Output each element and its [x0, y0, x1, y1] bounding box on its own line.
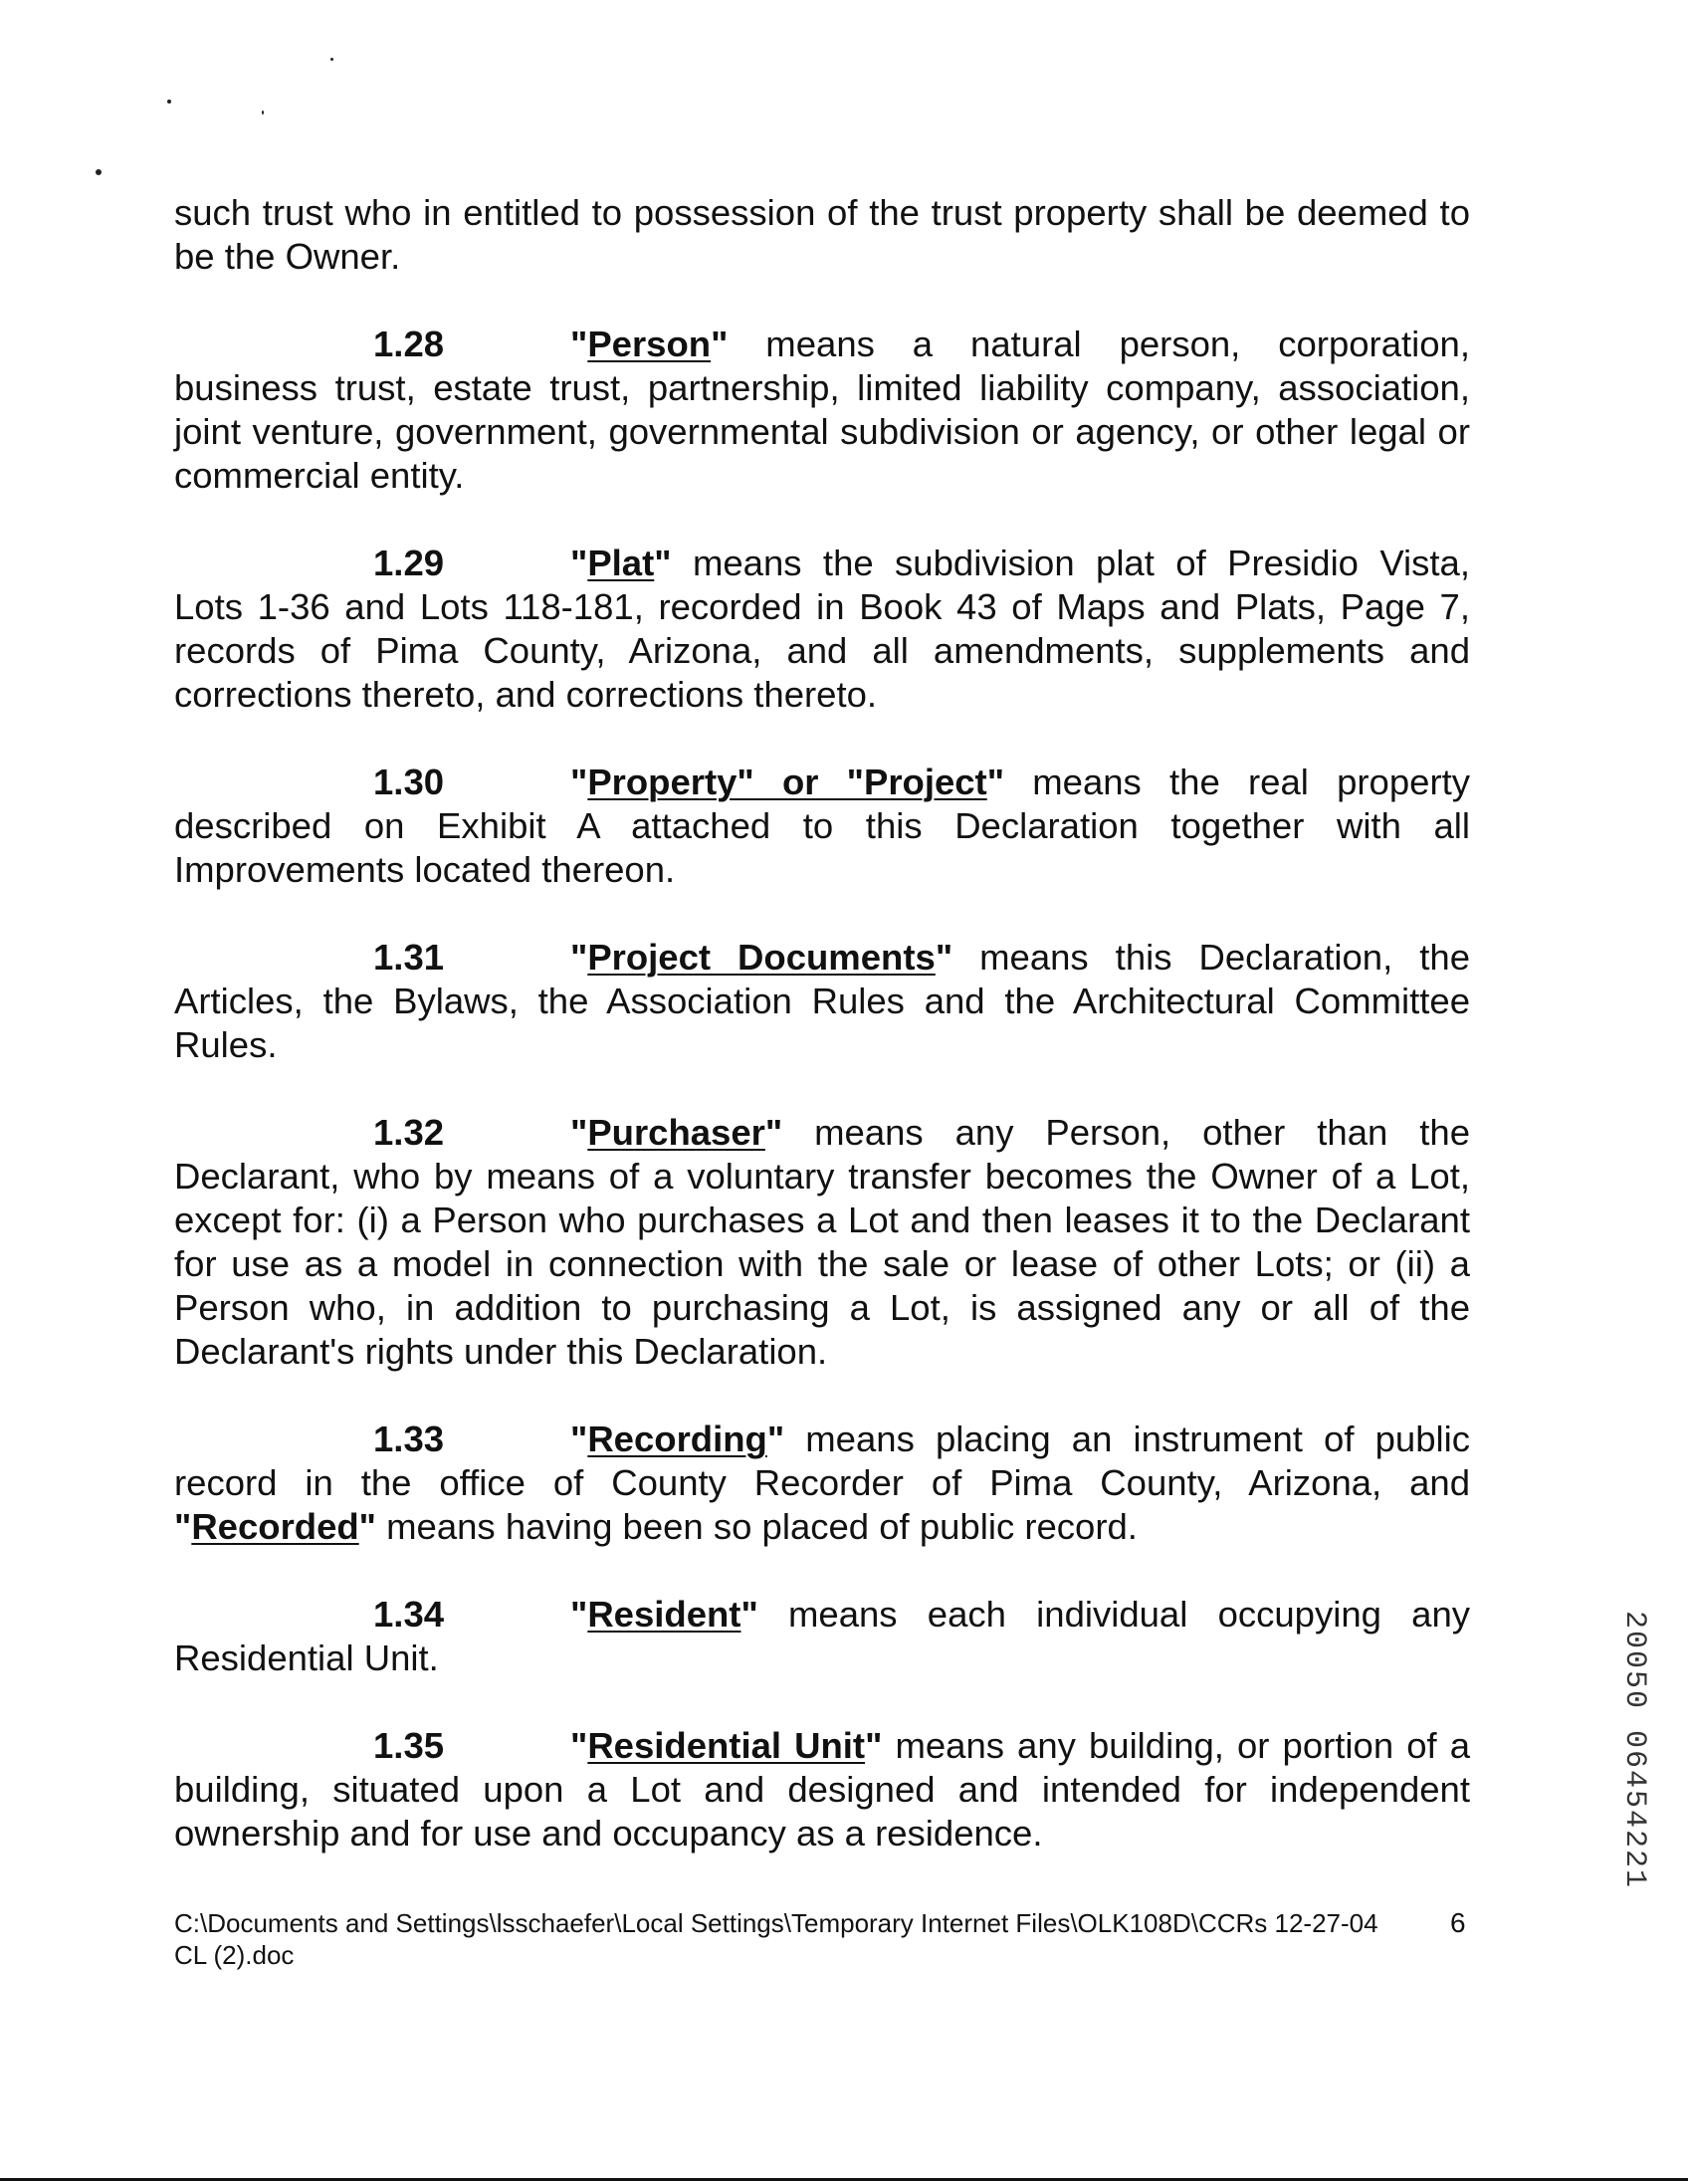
- definition-1-32: 1.32 "Purchaser" means any Person, other than the Declarant, who by means of a voluntary transfer becomes the Owner of a Lot, except for: (i) a Person who purchases a Lot and then leases it to the Declarant for use as a model in connection with the sale or lease of other Lots; or (ii) a Person who, in addition to purchasing a Lot, is assigned any or all of the Declarant's rights under this Declaration.: [174, 1112, 1470, 1372]
- definition-text: means placing an instrument of public record in the office of County Recorder of Pima County, Arizona, and: [174, 1419, 1470, 1503]
- intro-text: such trust who in entitled to possession of the trust property shall be deemed to be the Owner.: [174, 192, 1470, 277]
- definition-1-29: 1.29 "Plat" means the subdivision plat of Presidio Vista, Lots 1-36 and Lots 118-181, recorded in Book 43 of Maps and Plats, Page 7, records of Pima County, Arizona, and all amendments, supplements and corrections thereto, and corrections thereto.: [174, 543, 1470, 715]
- defined-term: Project Documents: [587, 937, 936, 978]
- definition-1-28: 1.28 "Person" means a natural person, corporation, business trust, estate trust, partnership, limited liability company, association, joint venture, government, governmental subdivision or agency, or other legal or commercial entity.: [174, 324, 1470, 496]
- scan-speck: [262, 110, 264, 114]
- defined-term: Residential Unit: [587, 1725, 866, 1766]
- recording-stamp-text: 20050 06454221: [1617, 1610, 1651, 1890]
- section-number: 1.29: [373, 543, 445, 583]
- definition-1-34: 1.34 "Resident" means each individual occupying any Residential Unit.: [174, 1594, 1470, 1678]
- page-bottom-rule: [0, 2178, 1688, 2181]
- definition-1-35: 1.35 "Residential Unit" means any building, or portion of a building, situated upon a Lot and designed and intended for independent ownership and for use and occupancy as a residence.: [174, 1725, 1470, 1854]
- section-number: 1.31: [373, 937, 445, 978]
- footer-file-path: C:\Documents and Settings\lsschaefer\Local Settings\Temporary Internet Files\OLK108D\CCRs 12-27-04 CL (2).doc: [174, 1908, 1378, 1970]
- definition-text: means a natural person, corporation, business trust, estate trust, partnership, limited liability company, association, joint venture, government, governmental subdivision or agency, or other legal or commercial entity.: [174, 324, 1470, 496]
- intro-paragraph: [174, 191, 1470, 279]
- defined-term: Resident: [587, 1594, 741, 1635]
- scan-speck: [167, 100, 171, 104]
- definition-1-30: 1.30 "Property" or "Project" means the real property described on Exhibit A attached to this Declaration together with all Improvements located thereon.: [174, 762, 1470, 890]
- section-number: 1.28: [373, 324, 445, 364]
- recording-stamp: [1614, 1610, 1654, 1890]
- definition-text: means any Person, other than the Declarant, who by means of a voluntary transfer becomes the Owner of a Lot, except for: (i) a Person who purchases a Lot and then leases it to the Declarant for use as a model in connection with the sale or lease of other Lots; or (ii) a Person who, in addition to purchasing a Lot, is assigned any or all of the Declarant's rights under this Declaration.: [174, 1112, 1470, 1372]
- section-number: 1.35: [373, 1725, 445, 1766]
- defined-term: Recording: [587, 1419, 767, 1459]
- scan-speck: [96, 169, 102, 175]
- definition-text: means any building, or portion of a building, situated upon a Lot and designed and intended for independent ownership and for use and occupancy as a residence.: [174, 1725, 1470, 1854]
- definition-1-33: 1.33 "Recording" means placing an instrument of public record in the office of County Recorder of Pima County, Arizona, and "Recorded" means having been so placed of public record.: [174, 1419, 1470, 1547]
- defined-term: Property" or "Project: [587, 762, 987, 802]
- definition-1-31: 1.31 "Project Documents" means this Declaration, the Articles, the Bylaws, the Association Rules and the Architectural Committee Rules.: [174, 937, 1470, 1065]
- section-number: 1.30: [373, 762, 445, 802]
- definition-text: means this Declaration, the Articles, the Bylaws, the Association Rules and the Architectural Committee Rules.: [174, 937, 1470, 1065]
- defined-term: Purchaser: [587, 1112, 765, 1153]
- defined-term: Recorded: [191, 1506, 359, 1547]
- definition-text: means the real property described on Exhibit A attached to this Declaration together with all Improvements located thereon.: [174, 762, 1470, 890]
- scan-speck: [330, 58, 333, 61]
- section-number: 1.34: [373, 1594, 445, 1635]
- section-number: 1.32: [373, 1112, 445, 1153]
- defined-term: Plat: [587, 543, 655, 583]
- definition-text: means having been so placed of public record.: [375, 1506, 1138, 1547]
- defined-term: Person: [587, 324, 712, 364]
- section-number: 1.33: [373, 1419, 445, 1459]
- definition-text: means the subdivision plat of Presidio Vista, Lots 1-36 and Lots 118-181, recorded in Book 43 of Maps and Plats, Page 7, records of Pima County, Arizona, and all amendments, supplements and corrections thereto, and corrections thereto.: [174, 543, 1470, 715]
- page-number: 6: [1450, 1907, 1466, 1938]
- definition-text: means each individual occupying any Residential Unit.: [174, 1594, 1470, 1678]
